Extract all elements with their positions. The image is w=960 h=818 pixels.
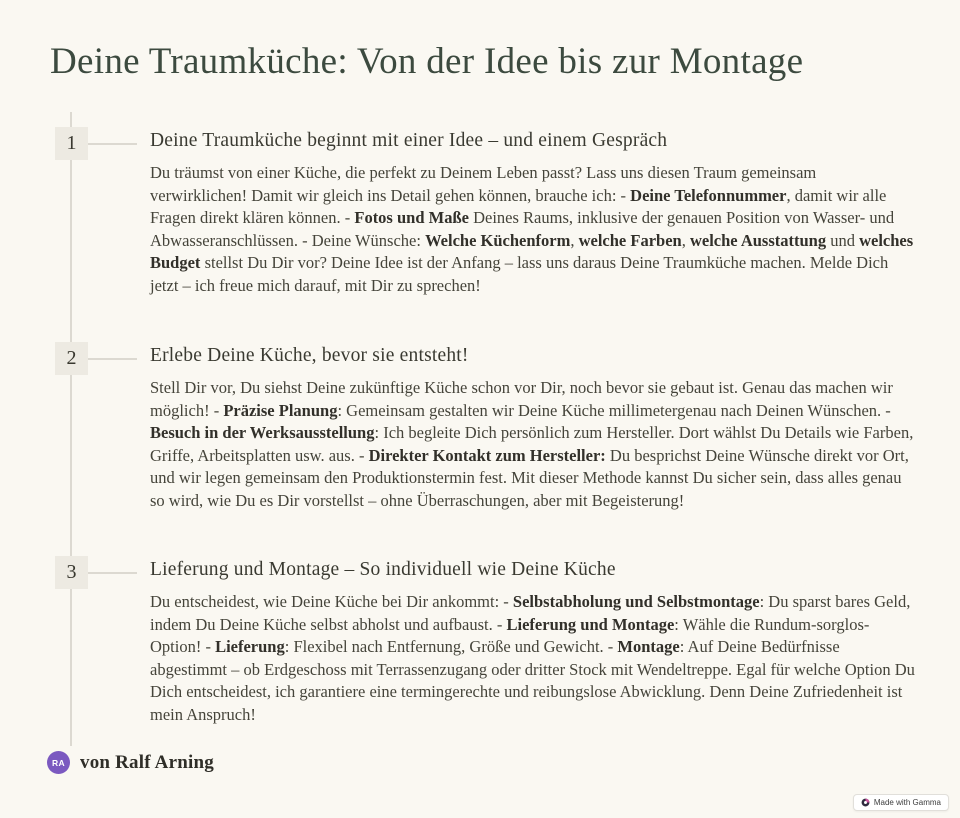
section-number: 1: [66, 132, 77, 154]
section-content: [150, 557, 916, 727]
section-connector-line: [88, 572, 137, 574]
section-content: [150, 128, 916, 298]
timeline-section: [55, 556, 917, 727]
section-number-box: [55, 127, 88, 160]
timeline-section: [55, 127, 917, 298]
section-heading: Deine Traumküche beginnt mit einer Idee – und einem Gespräch: [150, 130, 668, 151]
section-number-box: [55, 556, 88, 589]
section-number: 3: [66, 561, 77, 583]
timeline-section: [55, 342, 917, 513]
byline: von Ralf Arning: [80, 751, 214, 773]
section-heading: Lieferung und Montage – So individuell wie Deine Küche: [150, 559, 616, 580]
section-heading: Erlebe Deine Küche, bevor sie entsteht!: [150, 345, 469, 366]
footer: [47, 751, 214, 774]
section-connector-line: [88, 143, 137, 145]
made-with-gamma-badge[interactable]: [853, 794, 949, 811]
section-body: Stell Dir vor, Du siehst Deine zukünftige Küche schon vor Dir, noch bevor sie gebaut ist. Genau das machen wir möglich! - Präzise Planung: Gemeinsam gestalten wir Deine Küche millimetergenau nach Deinen Wünschen. - Besuch in der Werksausstellung: Ich begleite Dich persönlich zum Hersteller. Dort wählst Du Details wie Farben, Griffe, Arbeitsplatten usw. aus. - Direkter Kontakt zum Hersteller: Du besprichst Deine Wünsche direkt vor Ort, und wir legen gemeinsam den Produktionstermin fest. Mit dieser Methode kannst Du sicher sein, dass alles genau so wird, wie Du es Dir vorstellst – ohne Überraschungen, aber mit Begeisterung!: [150, 378, 914, 510]
section-body: Du entscheidest, wie Deine Küche bei Dir ankommt: - Selbstabholung und Selbstmontage: Du sparst bares Geld, indem Du Deine Küche selbst abholst und aufbaust. - Lieferung und Montage: Wähle die Rundum-sorglos-Option! - Lieferung: Flexibel nach Entfernung, Größe und Gewicht. - Montage: Auf Deine Bedürfnisse abgestimmt – ob Erdgeschoss mit Terrassenzugang oder dritter Stock mit Wendeltreppe. Egal für welche Option Du Dich entscheidest, ich garantiere eine termingerechte und reibungslose Abwicklung. Denn Deine Zufriedenheit ist mein Anspruch!: [150, 592, 915, 724]
section-body: Du träumst von einer Küche, die perfekt zu Deinem Leben passt? Lass uns diesen Traum gemeinsam verwirklichen! Damit wir gleich ins Detail gehen können, brauche ich: - Deine Telefonnummer, damit wir alle Fragen direkt klären können. - Fotos und Maße Deines Raums, inklusive der genauen Position von Wasser- und Abwasseranschlüssen. - Deine Wünsche: Welche Küchenform, welche Farben, welche Ausstattung und welches Budget stellst Du Dir vor? Deine Idee ist der Anfang – lass uns daraus Deine Traumküche machen. Melde Dich jetzt – ich freue mich darauf, mit Dir zu sprechen!: [150, 163, 914, 295]
gamma-logo-icon: [861, 798, 870, 807]
section-number-box: [55, 342, 88, 375]
page-title: Deine Traumküche: Von der Idee bis zur Montage: [50, 41, 804, 82]
avatar: RA: [47, 751, 70, 774]
section-connector-line: [88, 358, 137, 360]
section-number: 2: [66, 347, 77, 369]
badge-label: Made with Gamma: [873, 798, 941, 807]
section-content: [150, 343, 916, 513]
